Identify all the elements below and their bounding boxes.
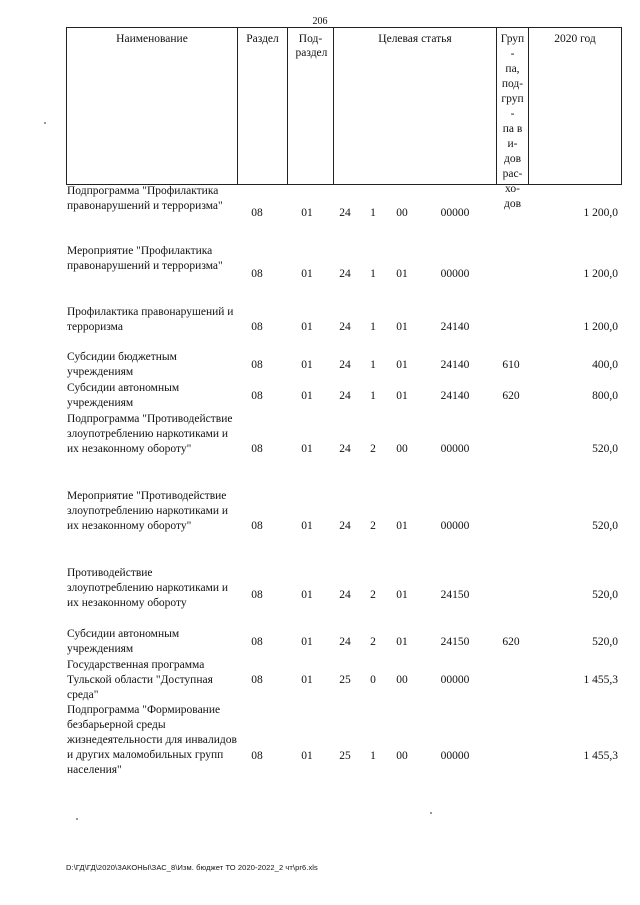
expense-group-cell: 620 bbox=[502, 636, 520, 648]
target-direction-cell: 24140 bbox=[440, 321, 470, 333]
header-podrazdel-label: Под- раздел bbox=[295, 33, 328, 59]
podrazdel-cell: 01 bbox=[301, 750, 313, 762]
page-number: 206 bbox=[312, 16, 328, 27]
header-razdel-label: Раздел bbox=[246, 33, 279, 45]
amount-2020-cell: 520,0 bbox=[592, 589, 618, 601]
target-program-cell: 24 bbox=[339, 207, 351, 219]
podrazdel-cell: 01 bbox=[301, 589, 313, 601]
amount-2020-cell: 1 200,0 bbox=[583, 268, 618, 280]
header-group-line: Груп- bbox=[500, 33, 525, 60]
target-direction-cell: 00000 bbox=[440, 207, 470, 219]
target-event-cell: 01 bbox=[396, 390, 408, 402]
target-direction-cell: 00000 bbox=[440, 268, 470, 280]
target-subprogram-cell: 2 bbox=[370, 520, 376, 532]
amount-2020-cell: 520,0 bbox=[592, 636, 618, 648]
header-group bbox=[497, 28, 529, 210]
target-direction-cell: 00000 bbox=[440, 750, 470, 762]
target-direction-cell: 24150 bbox=[440, 589, 470, 601]
target-program-cell: 24 bbox=[339, 359, 351, 371]
row-name: Государственная программа Тульской области "Доступная среда" bbox=[67, 659, 213, 701]
row-name: Субсидии автономным учреждениям bbox=[67, 628, 180, 655]
razdel-cell: 08 bbox=[251, 207, 263, 219]
target-event-cell: 01 bbox=[396, 636, 408, 648]
target-subprogram-cell: 2 bbox=[370, 589, 376, 601]
target-program-cell: 24 bbox=[339, 390, 351, 402]
target-subprogram-cell: 2 bbox=[370, 636, 376, 648]
target-subprogram-cell: 1 bbox=[370, 750, 376, 762]
amount-2020-cell: 1 200,0 bbox=[583, 207, 618, 219]
target-subprogram-cell: 1 bbox=[370, 321, 376, 333]
podrazdel-cell: 01 bbox=[301, 443, 313, 455]
header-target bbox=[334, 28, 497, 184]
amount-2020-cell: 400,0 bbox=[592, 359, 618, 371]
podrazdel-cell: 01 bbox=[301, 207, 313, 219]
target-direction-cell: 00000 bbox=[440, 443, 470, 455]
podrazdel-cell: 01 bbox=[301, 520, 313, 532]
target-direction-cell: 00000 bbox=[440, 674, 470, 686]
expense-group-cell: 610 bbox=[502, 359, 520, 371]
row-name: Подпрограмма "Формирование безбарьерной среды жизнедеятельности для инвалидов и других маломобильных групп населения" bbox=[67, 704, 237, 776]
target-event-cell: 00 bbox=[396, 750, 408, 762]
target-program-cell: 24 bbox=[339, 520, 351, 532]
razdel-cell: 08 bbox=[251, 674, 263, 686]
row-name: Мероприятие "Профилактика правонарушений и терроризма" bbox=[67, 245, 223, 272]
header-group-line: па ви- bbox=[502, 123, 523, 150]
row-name: Мероприятие "Противодействие злоупотреблению наркотиками и их незаконному обороту" bbox=[67, 490, 229, 532]
amount-2020-cell: 800,0 bbox=[592, 390, 618, 402]
target-subprogram-cell: 0 bbox=[370, 674, 376, 686]
header-group-line: хо- bbox=[505, 183, 520, 195]
target-event-cell: 01 bbox=[396, 321, 408, 333]
amount-2020-cell: 1 455,3 bbox=[583, 674, 618, 686]
target-direction-cell: 00000 bbox=[440, 520, 470, 532]
podrazdel-cell: 01 bbox=[301, 321, 313, 333]
target-subprogram-cell: 1 bbox=[370, 359, 376, 371]
target-program-cell: 24 bbox=[339, 321, 351, 333]
target-event-cell: 00 bbox=[396, 674, 408, 686]
amount-2020-cell: 520,0 bbox=[592, 443, 618, 455]
scan-speck bbox=[44, 122, 46, 124]
podrazdel-cell: 01 bbox=[301, 636, 313, 648]
amount-2020-cell: 1 455,3 bbox=[583, 750, 618, 762]
header-razdel bbox=[238, 28, 288, 184]
target-program-cell: 24 bbox=[339, 636, 351, 648]
target-subprogram-cell: 1 bbox=[370, 207, 376, 219]
target-direction-cell: 24140 bbox=[440, 359, 470, 371]
header-group-line: под- bbox=[501, 78, 524, 90]
target-direction-cell: 24150 bbox=[440, 636, 470, 648]
header-year bbox=[529, 28, 621, 184]
razdel-cell: 08 bbox=[251, 636, 263, 648]
razdel-cell: 08 bbox=[251, 443, 263, 455]
razdel-cell: 08 bbox=[251, 750, 263, 762]
target-subprogram-cell: 2 bbox=[370, 443, 376, 455]
header-group-line: груп- bbox=[501, 93, 524, 120]
razdel-cell: 08 bbox=[251, 359, 263, 371]
razdel-cell: 08 bbox=[251, 321, 263, 333]
scan-speck bbox=[76, 818, 78, 820]
target-event-cell: 00 bbox=[396, 443, 408, 455]
target-subprogram-cell: 1 bbox=[370, 268, 376, 280]
header-group-line: дов bbox=[503, 198, 522, 210]
row-name: Профилактика правонарушений и терроризма bbox=[67, 306, 234, 333]
row-name: Подпрограмма "Профилактика правонарушений и терроризма" bbox=[67, 185, 223, 212]
header-name bbox=[67, 28, 238, 184]
target-program-cell: 24 bbox=[339, 268, 351, 280]
podrazdel-cell: 01 bbox=[301, 268, 313, 280]
podrazdel-cell: 01 bbox=[301, 359, 313, 371]
target-event-cell: 00 bbox=[396, 207, 408, 219]
amount-2020-cell: 1 200,0 bbox=[583, 321, 618, 333]
header-podrazdel bbox=[288, 28, 334, 184]
target-program-cell: 24 bbox=[339, 443, 351, 455]
razdel-cell: 08 bbox=[251, 390, 263, 402]
target-subprogram-cell: 1 bbox=[370, 390, 376, 402]
row-name: Субсидии бюджетным учреждениям bbox=[67, 351, 177, 378]
header-group-line: рас- bbox=[502, 168, 523, 180]
header-name-label: Наименование bbox=[116, 33, 188, 45]
amount-2020-cell: 520,0 bbox=[592, 520, 618, 532]
footer-file-path: D:\ГД\ГД\2020\ЗАКОНЫ\ЗАС_8\Изм. бюджет ТО 2020-2022_2 чт\pr6.xls bbox=[66, 863, 318, 872]
target-event-cell: 01 bbox=[396, 268, 408, 280]
target-direction-cell: 24140 bbox=[440, 390, 470, 402]
razdel-cell: 08 bbox=[251, 268, 263, 280]
target-event-cell: 01 bbox=[396, 520, 408, 532]
target-program-cell: 24 bbox=[339, 589, 351, 601]
target-event-cell: 01 bbox=[396, 359, 408, 371]
expense-group-cell: 620 bbox=[502, 390, 520, 402]
header-target-label: Целевая статья bbox=[378, 33, 452, 45]
header-group-line: па, bbox=[505, 63, 520, 75]
target-program-cell: 25 bbox=[339, 750, 351, 762]
header-year-label: 2020 год bbox=[554, 33, 596, 45]
row-name: Противодействие злоупотреблению наркотиками и их незаконному обороту bbox=[67, 567, 229, 609]
header-group-line: дов bbox=[503, 153, 522, 165]
header-group-label bbox=[501, 32, 525, 212]
target-program-cell: 25 bbox=[339, 674, 351, 686]
row-name: Подпрограмма "Противодействие злоупотреблению наркотиками и их незаконному обороту" bbox=[67, 413, 233, 455]
razdel-cell: 08 bbox=[251, 520, 263, 532]
row-name: Субсидии автономным учреждениям bbox=[67, 382, 180, 409]
target-event-cell: 01 bbox=[396, 589, 408, 601]
podrazdel-cell: 01 bbox=[301, 674, 313, 686]
podrazdel-cell: 01 bbox=[301, 390, 313, 402]
scan-speck bbox=[430, 812, 432, 814]
razdel-cell: 08 bbox=[251, 589, 263, 601]
